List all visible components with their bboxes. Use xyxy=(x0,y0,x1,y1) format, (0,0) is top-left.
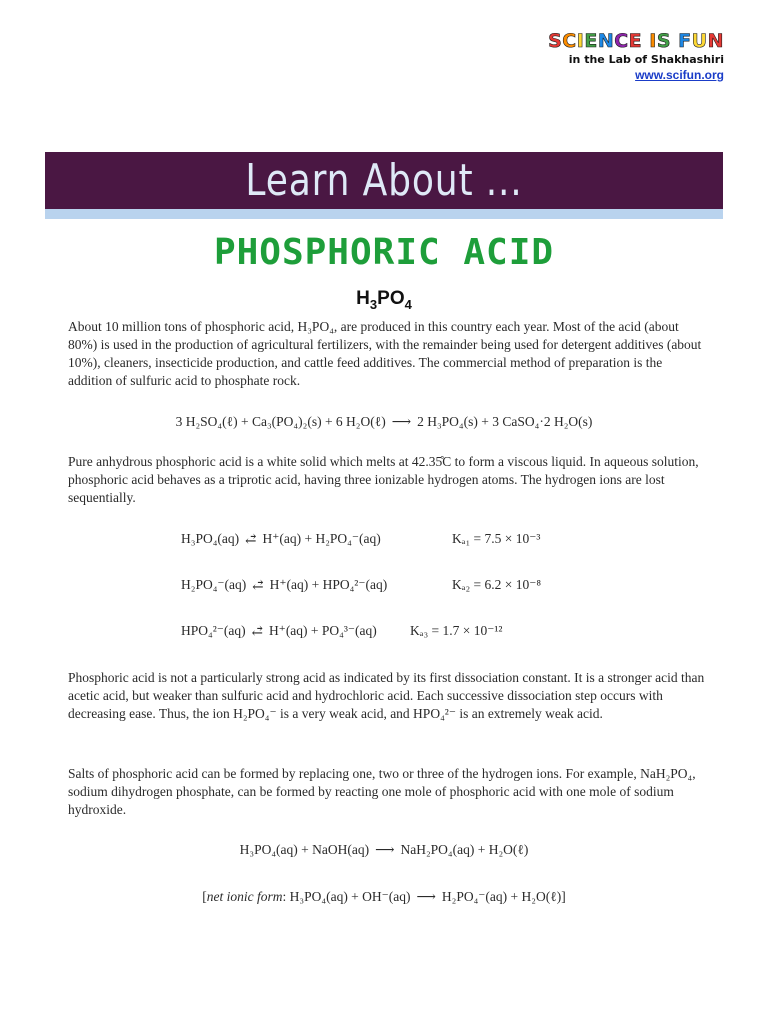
banner-strip xyxy=(45,209,723,219)
equilibrium-arrow-icon: ⥄ xyxy=(252,577,264,592)
logo-letter: N xyxy=(597,30,615,52)
reaction-arrow-icon: ⟶ xyxy=(391,414,412,429)
paragraph-properties: Pure anhydrous phosphoric acid is a white solid which melts at 42.35̊C to form a viscous liquid. In aqueous solution, phosphoric acid behaves as a triprotic acid, having three ionizable hydrogen atoms. The hydrogen ions are lost sequentially. xyxy=(68,454,699,505)
logo-letter: I xyxy=(576,30,585,52)
paragraph-acid-strength: Phosphoric acid is not a particularly strong acid as indicated by its first dissociation constant. It is a stronger acid than acetic acid, but weaker than sulfuric acid and hydrochloric acid. Each successive dissociation step occurs with decreasing ease. Thus, the ion H₂PO₄⁻ is a very weak acid, and HPO₄²⁻ is an extremely weak acid. xyxy=(68,670,705,721)
logo-letter: U xyxy=(691,30,708,52)
equation-preparation: 3 H₂SO₄(ℓ) + Ca₃(PO₄)₂(s) + 6 H₂O(ℓ) ⟶ 2 H₃PO₄(s) + 3 CaSO₄·2 H₂O(s) xyxy=(175,414,593,429)
logo-letter: E xyxy=(628,30,643,52)
reaction-arrow-icon: ⟶ xyxy=(375,842,395,857)
equilibrium-arrow-icon: ⥄ xyxy=(245,531,257,546)
chemical-formula: $H_3PO_4$ xyxy=(356,288,412,312)
banner-text: Learn About ... xyxy=(245,155,523,206)
ka1-value: Kₐ₁ = 7.5 × 10⁻³ xyxy=(452,531,541,546)
dissociation-step-2: H₂PO₄⁻(aq) ⥄ H⁺(aq) + HPO₄²⁻(aq) xyxy=(181,577,388,592)
ka2-value: Kₐ₂ = 6.2 × 10⁻⁸ xyxy=(452,577,542,592)
logo-letter: S xyxy=(656,30,672,52)
logo-subtitle: in the Lab of Shakhashiri xyxy=(568,53,724,66)
logo-letter: E xyxy=(584,30,598,52)
logo-letter: N xyxy=(707,30,724,52)
logo-letter: I xyxy=(649,30,657,52)
ka3-value: Kₐ₃ = 1.7 × 10⁻¹² xyxy=(410,623,503,638)
equation-neutralization: H₃PO₄(aq) + NaOH(aq) ⟶ NaH₂PO₄(aq) + H₂O(ℓ) xyxy=(239,842,529,857)
net-ionic-label: net ionic form xyxy=(206,889,283,904)
learn-about-banner xyxy=(45,152,723,209)
equilibrium-arrow-icon: ⥄ xyxy=(251,623,263,638)
logo-letter: C xyxy=(562,30,577,52)
paragraph-salts: Salts of phosphoric acid can be formed by replacing one, two or three of the hydrogen ions. For example, NaH₂PO₄, sodium dihydrogen phosphate, can be formed by reacting one mole of phosphoric acid with one mole of sodium hydroxide. xyxy=(68,766,696,817)
scifun-link[interactable]: www.scifun.org xyxy=(635,68,724,82)
dissociation-step-3: HPO₄²⁻(aq) ⥄ H⁺(aq) + PO₄³⁻(aq) xyxy=(181,623,377,638)
logo-title xyxy=(548,30,724,52)
paragraph-production: About 10 million tons of phosphoric acid, H₃PO₄, are produced in this country each year. Most of the acid (about 80%) is used in the production of agricultural fertilizers, with the remainder being used for detergent additives (about 10%), cleaners, insecticide production, and cattle feed additives. The commercial method of preparation is the addition of sulfuric acid to phosphate rock. xyxy=(68,319,702,388)
dissociation-step-1: H₃PO₄(aq) ⥄ H⁺(aq) + H₂PO₄⁻(aq) xyxy=(181,531,381,546)
reaction-arrow-icon: ⟶ xyxy=(416,889,436,904)
page-title: PHOSPHORIC ACID xyxy=(213,232,555,273)
equation-net-ionic: [net ionic form: H₃PO₄(aq) + OH⁻(aq) ⟶ H₂PO₄⁻(aq) + H₂O(ℓ)] xyxy=(202,889,566,904)
science-is-fun-logo xyxy=(548,30,724,83)
logo-letter: F xyxy=(678,30,692,52)
logo-letter: C xyxy=(614,30,629,52)
logo-letter: S xyxy=(548,30,563,52)
